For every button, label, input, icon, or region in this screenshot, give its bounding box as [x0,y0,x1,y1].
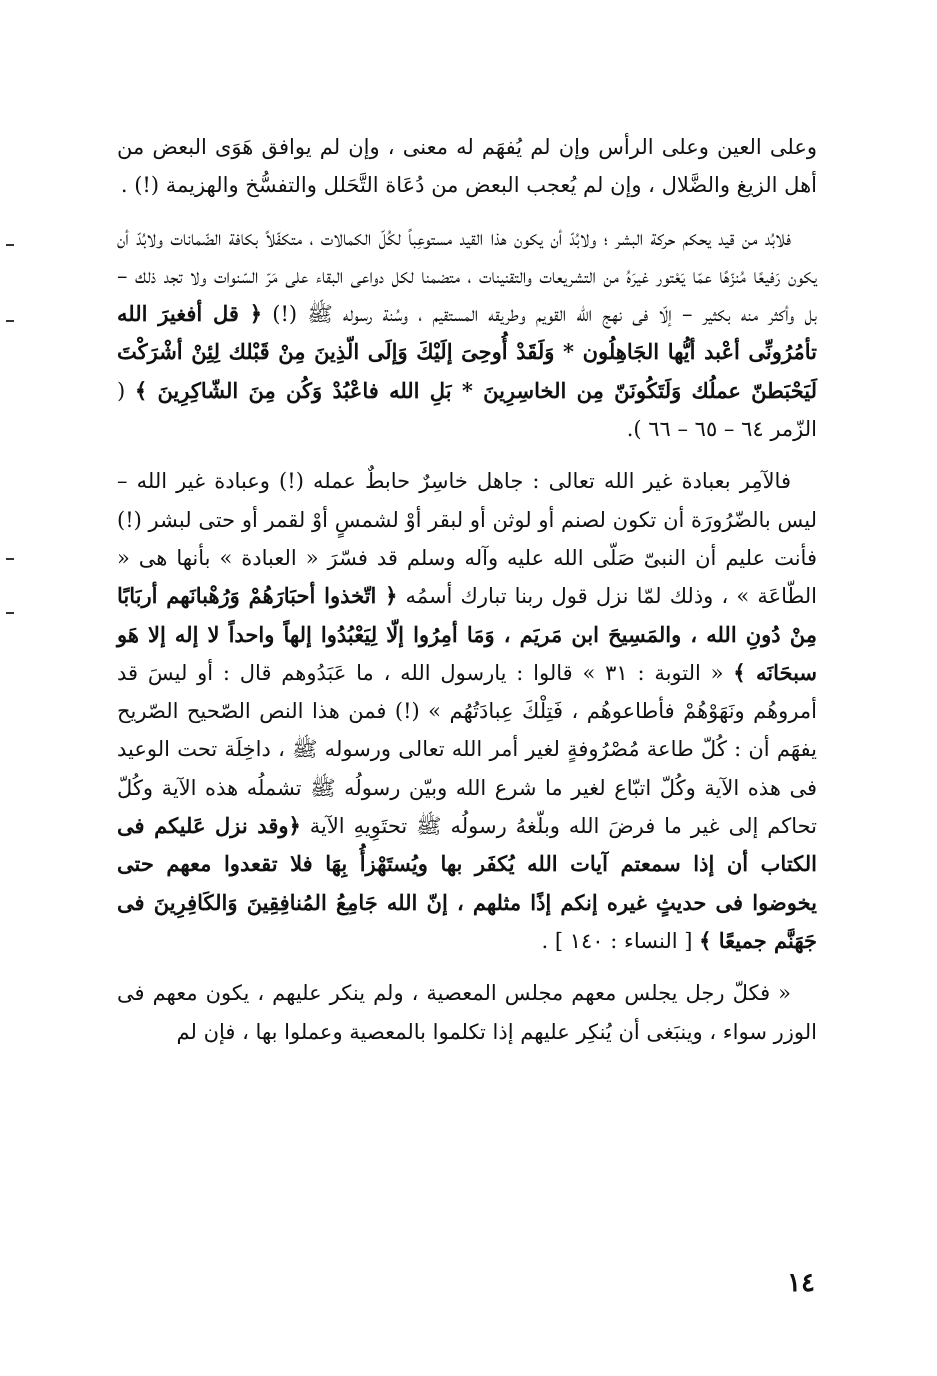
paragraph-2-text: فلابُد من قيد يحكم حركة البشر ؛ ولابُدّ أن يكون هذا القيد مستوعِباً لكُلّ الكمالات ، متكفّلاً بكافة الضّمانات ولابُدّ أن يكون رَفيعًا مُنزّهًا عمّا يَعْتور غيرَهُ من التشريعات والتقنينات ، متضمنا لكل دواعى البقاء على مَرّ السّنوات ولا تجد ذلك – بل وأكثر منه بكثير – إلّا فى نهج الله القويم وطريقه المستقيم ، وسُنة رسوله ﷺ (!) [117,225,817,327]
page-number: ١٤ [787,1268,815,1298]
paragraph-1-text: وعلى العين وعلى الرأس وإن لم يُفهَم له معنى ، وإن لم يوافق هَوَى البعض من أهل الزيغ والضَّلال ، وإن لم يُعجب البعض من دُعَاة التَّحَلل والتفسُّخ والهزيمة (!) . [117,135,817,198]
paragraph-3-text: فالآمِر بعبادة غير الله تعالى : جاهل خاسِرٌ حابطٌ عمله (!) وعبادة غير الله – ليس بالضّرُورَة أن تكون لصنم أو لوثن أو لبقر أوْ لشمسٍ أوْ لقمر أو حتى لبشر (!) فأنت عليم أن النبىّ صَلّى الله عليه وآله وسلم قد فسّرَ « العبادة » بأنها هى « الطّاعَة » ، وذلك لمّا نزل قول ربنا تبارك أسمُه [117,469,817,609]
scan-mark [6,244,14,246]
scan-mark [6,612,14,614]
page-body [117,128,817,1051]
scan-mark [6,320,14,322]
paragraph-4-text: « فكلّ رجل يجلس معهم مجلس المعصية ، ولم ينكر عليهم ، يكون معهم فى الوزر سواء ، وينبَغى أن يُنكِر عليهم إذا تكلموا بالمعصية وعملوا بها ، فإن لم [117,981,817,1044]
paragraph-1 [117,128,817,205]
paragraph-2 [117,219,817,449]
quran-verse: ﴿وقد نزل عَليكم فى الكتاب أن إذا سمعتم آيات الله يُكفَر بها ويُستَهْزأُ بِهَا فلا تقعدوا معهم حتى يخوضوا فى حديثٍ غيره إنكم إذًا مثلهم ، إنّ الله جَامِعُ المُنافِقِينَ وَالكَافِرِينَ فى جَهَنَّم جميعًا ﴾ [117,813,817,953]
quran-verse: ﴿ قل أفغيرَ الله تأمُرُونِّى أعْبد أيُّها الجَاهِلُون * وَلَقَدْ أُوحِىَ إلَيْكَ وَإلَى الّذِينَ مِنْ قَبْلك لِئِنْ أشْرَكْتَ لَيَحْبَطنّ عملُك وَلَتَكُونَنّ مِن الخاسِرِينَ * بَلِ الله فاعْبُدْ وَكُن مِنَ الشّاكِرِينَ ﴾ [117,301,817,403]
scan-mark [6,558,14,560]
paragraph-3 [117,462,817,960]
quran-verse: ﴿ اتّخذوا أحبَارَهُمْ وَرُهْبانَهم أربَابًا مِنْ دُونِ الله ، والمَسِيحَ ابن مَريَم ، وَمَا أمِرُوا إلّا لِيَعْبُدُوا إلهاً واحداً لا إله إلا هَو سبحَانَه ﴾ [117,583,818,685]
verse-citation: ( الزّمر ٦٤ – ٦٥ – ٦٦ ). [117,378,817,442]
paragraph-3-text: « التوبة : ٣١ » قالوا : يارسول الله ، ما عَبَدُوهم قال : أو ليسَ قد أمروهُم ونَهَوْهُمْ فأطاعوهُم ، فَتِلْكَ عِبادَتُهُم » (!) فمن هذا النص الصّحيح الصّريح يفهَم أن : كُلّ طاعة مُصْرُوفةٍ لغير أمر الله تعالى ورسوله ﷺ ، داخِلَة تحت الوعيد فى هذه الآية وكُلّ اتبّاع لغير ما شرع الله وبيّن رسولُه ﷺ تشملُه هذه الآية وكُلّ تحاكم إلى غير ما فرضَ الله وبلّغهُ رسولُه ﷺ تحتَوِيهِ الآية [117,660,817,839]
paragraph-4 [117,974,817,1051]
verse-citation: [ النساء : ١٤٠ ] . [541,928,700,953]
